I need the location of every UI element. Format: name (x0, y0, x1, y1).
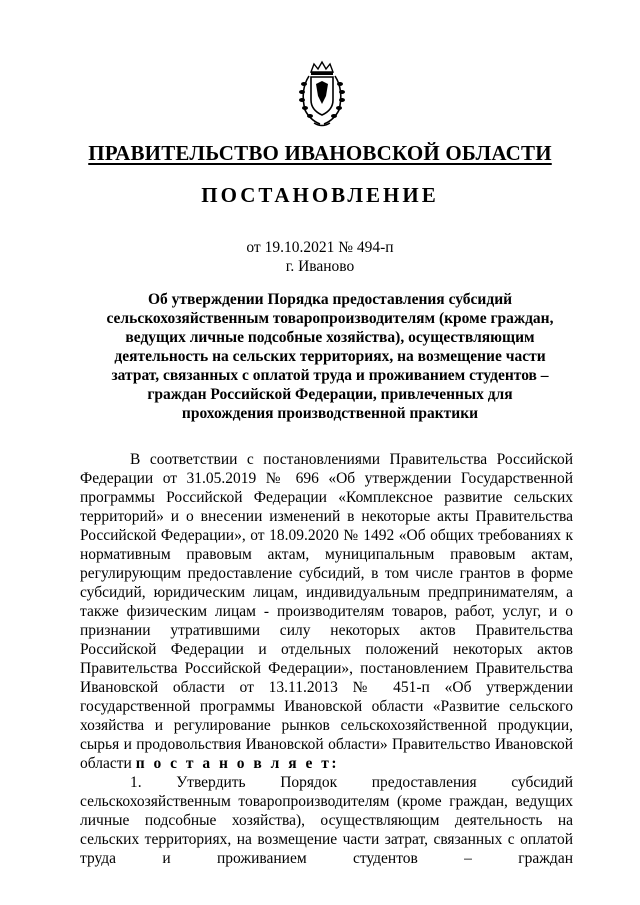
item-1-paragraph: 1. Утвердить Порядок предоставления субсидий сельскохозяйственным товаропроизводителям (кроме граждан, ведущих личные подсобные хозяйства), осуществляющим деятельность на сельских территориях, на возмещение части затрат, связанных с оплатой труда и проживанием студентов – граждан (80, 774, 573, 867)
date-block (0, 238, 640, 276)
organization-title: ПРАВИТЕЛЬСТВО ИВАНОВСКОЙ ОБЛАСТИ (88, 141, 552, 165)
preamble-text: В соответствии с постановлениями Правительства Российской Федерации от 31.05.2019 № 696 «Об утверждении Государственной программы Российской Федерации «Комплексное развитие сельских территорий» и о внесении изменений в некоторые акты Правительства Российской Федерации», от 18.09.2020 № 1492 «Об общих требованиях к нормативным правовым актам, муниципальным правовым актам, регулирующим предоставление субсидий, в том числе грантов в форме субсидий, юридическим лицам, индивидуальным предпринимателям, а также физическим лицам - производителям товаров, работ, услуг, и о признании утратившими силу некоторых актов Правительства Российской Федерации и отдельных положений некоторых актов Правительства Российской Федерации», постановлением Правительства Ивановской области от 13.11.2013 № 451-п «Об утверждении государственной программы Ивановской области «Развитие сельского хозяйства и регулирование рынков сельскохозяйственной продукции, сырья и продовольствия Ивановской области» Правительство Ивановской области (80, 451, 573, 772)
preamble-paragraph (80, 450, 573, 773)
city-name: г. Иваново (285, 258, 355, 275)
document-type-heading: ПОСТАНОВЛЕНИЕ (201, 183, 439, 207)
document-subject: Об утверждении Порядка предоставления субсидий сельскохозяйственным товаропроизводителям (кроме граждан, ведущих личные подсобные хозяйства), осуществляющим деятельность на сельских территориях, на возмещение части затрат, связанных с оплатой труда и проживанием студентов – граждан Российской Федерации, привлеченных для прохождения производственной практики (106, 291, 554, 422)
date-number: от 19.10.2021 № 494-п (246, 239, 394, 256)
resolves-word: п о с т а н о в л я е т: (135, 755, 340, 772)
coat-of-arms-icon (296, 60, 348, 130)
document-body (80, 450, 573, 868)
